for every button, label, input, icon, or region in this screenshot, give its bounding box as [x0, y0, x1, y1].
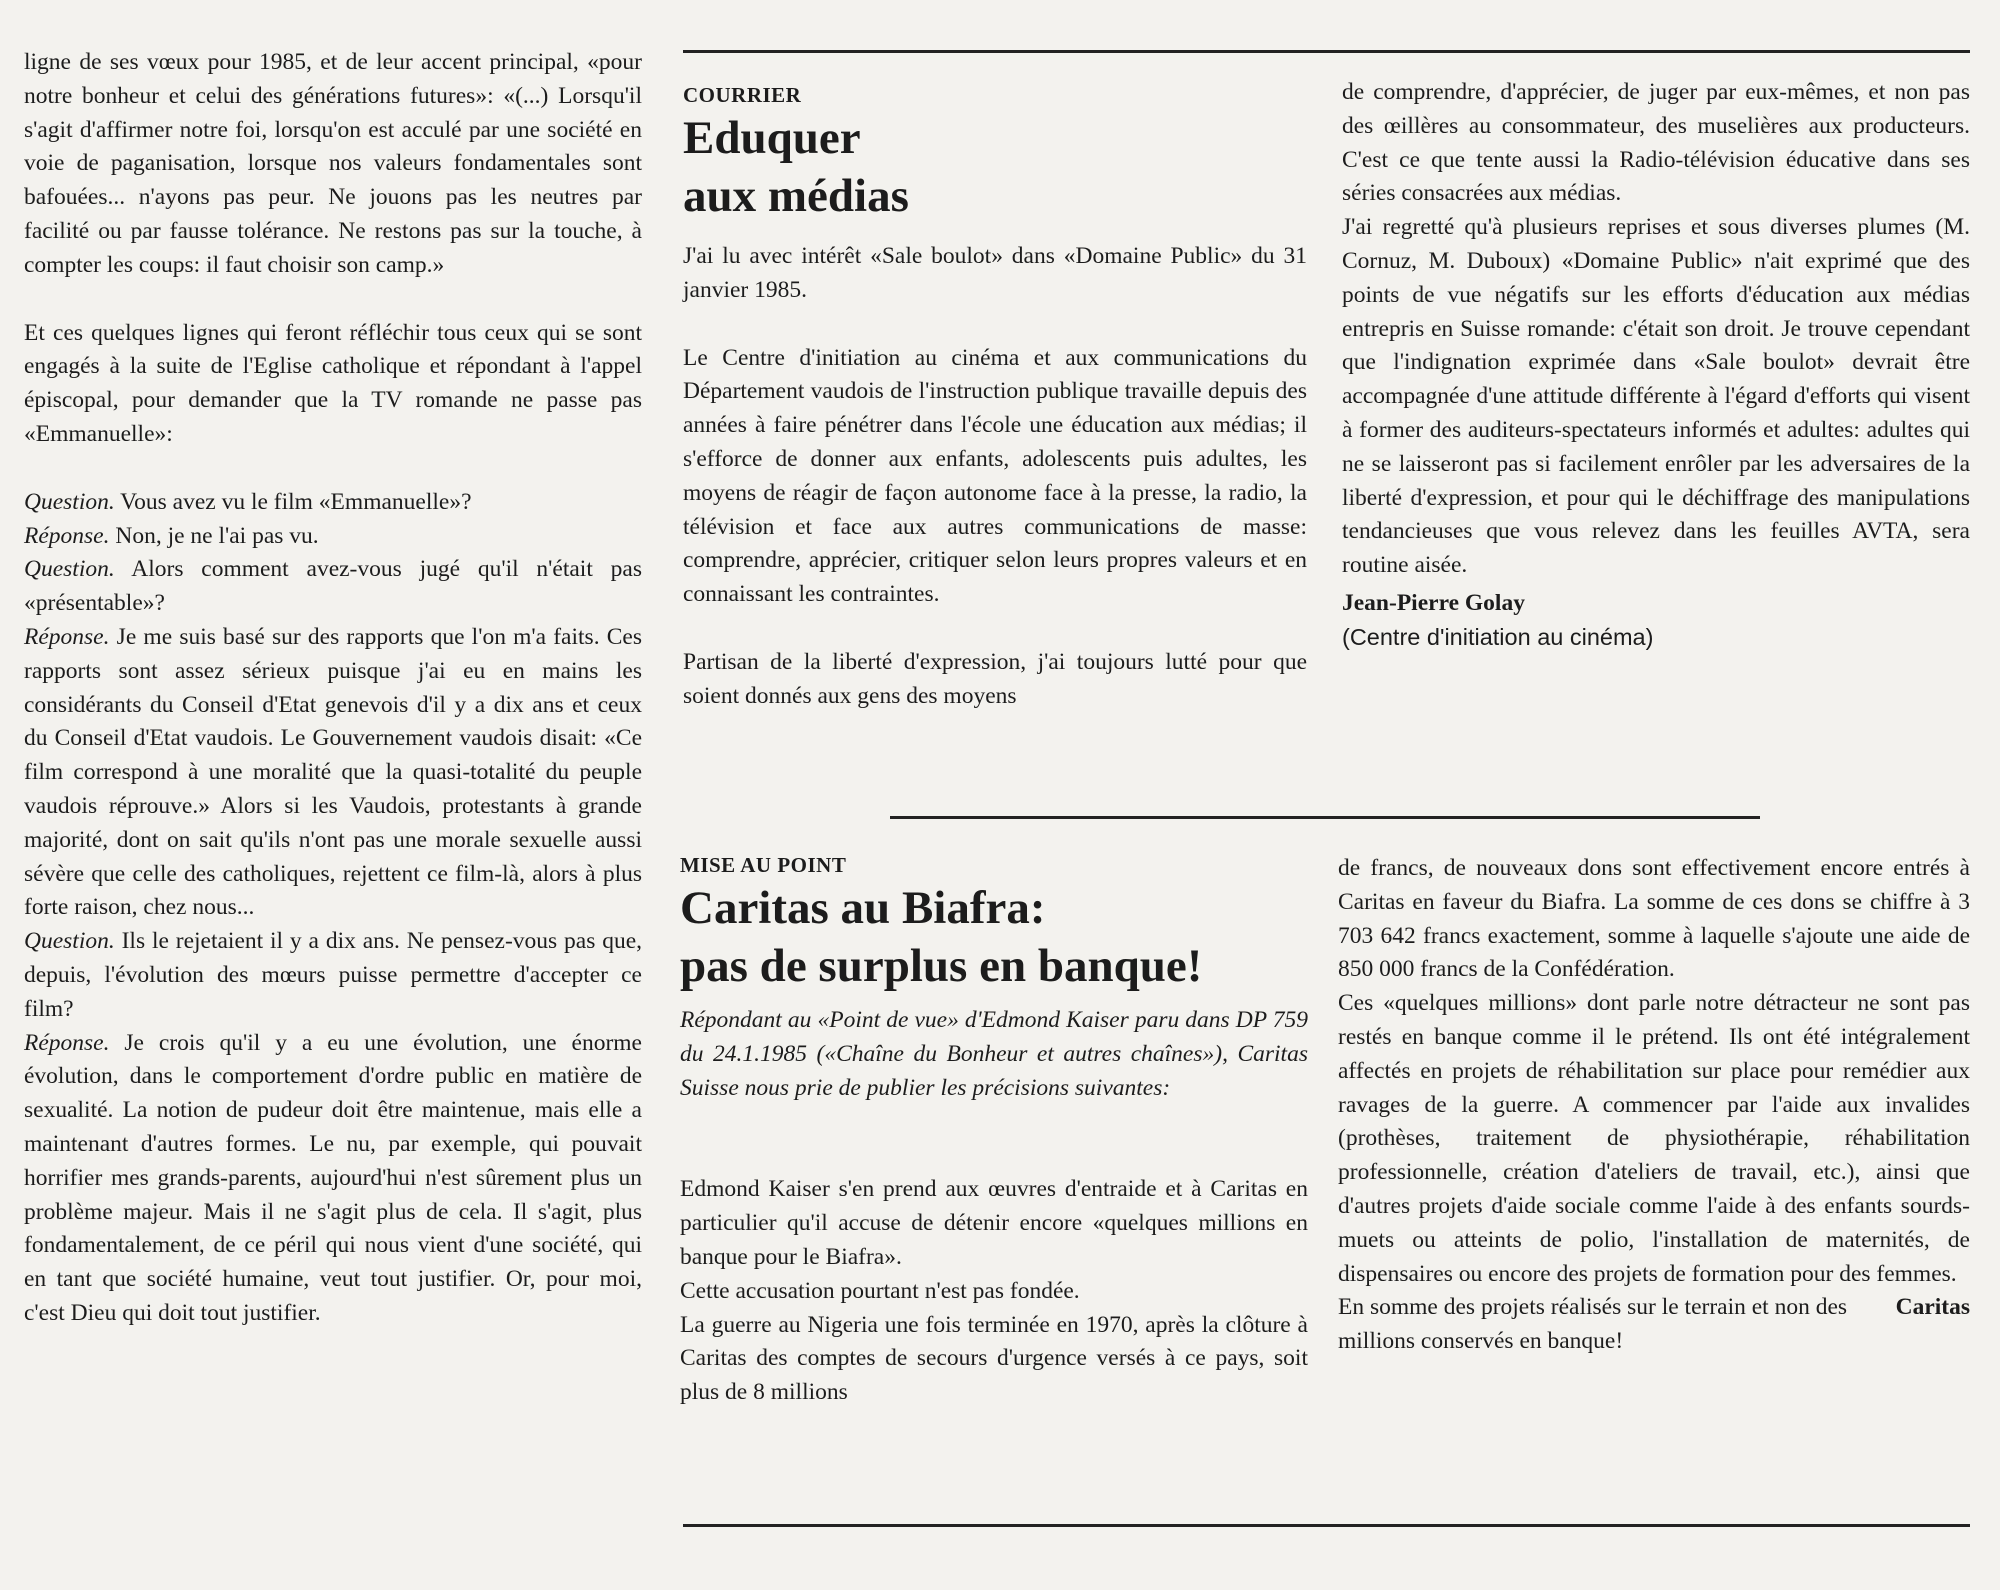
- mise-au-point-headline-line-2: pas de surplus en banque!: [680, 940, 1203, 992]
- top-rule: [683, 50, 1970, 53]
- courrier-kicker: COURRIER: [683, 83, 802, 107]
- qa-text: Non, je ne l'ai pas vu.: [109, 522, 319, 549]
- courrier-headline-line-1: Eduquer: [683, 112, 861, 164]
- qa-label: Question.: [24, 928, 115, 955]
- courrier-affiliation: (Centre d'initiation au cinéma): [1342, 623, 1654, 650]
- mise-au-point-column-2: [1338, 852, 1970, 1359]
- qa-item: [24, 553, 642, 621]
- courrier-paragraph-3: Partisan de la liberté d'expression, j'ai toujours lutté pour que soient donnés aux gens des moyens: [683, 648, 1307, 709]
- courrier-column-1: [683, 82, 1307, 714]
- mise-au-point-paragraph-3: La guerre au Nigeria une fois terminée en 1970, après la clôture à Caritas des comptes de secours d'urgence versés à ce pays, soit plus de 8 millions: [680, 1311, 1308, 1406]
- qa-item: [24, 520, 642, 554]
- qa-item: [24, 486, 642, 520]
- left-paragraph-2: Et ces quelques lignes qui feront réfléchir tous ceux qui se sont engagés à la suite de l'Eglise catholique et répondant à l'appel épiscopal, pour demander que la TV romande ne passe pas «Emmanuelle»:: [24, 319, 642, 447]
- left-column: [24, 46, 642, 1331]
- qa-label: Réponse.: [24, 522, 110, 549]
- courrier-paragraph-1: J'ai lu avec intérêt «Sale boulot» dans «Domaine Public» du 31 janvier 1985.: [683, 243, 1307, 303]
- qa-label: Réponse.: [24, 1029, 110, 1056]
- mise-au-point-signature: Caritas: [1895, 1294, 1970, 1321]
- mise-au-point-paragraph-4: de francs, de nouveaux dons sont effectivement encore entrés à Caritas en faveur du Biafra. La somme de ces dons se chiffre à 3 703 642 francs exactement, somme à laquelle s'ajoute une aide de 850 000 francs de la Confédération.: [1338, 855, 1970, 983]
- mise-au-point-headline-line-1: Caritas au Biafra:: [680, 882, 1046, 934]
- mise-au-point-paragraph-2: Cette accusation pourtant n'est pas fondée.: [680, 1277, 1080, 1304]
- qa-text: Alors comment avez-vous jugé qu'il n'était pas «présentable»?: [24, 556, 642, 617]
- mise-au-point-paragraph-1: Edmond Kaiser s'en prend aux œuvres d'entraide et à Caritas en particulier qu'il accuse de détenir encore «quelques millions en banque pour le Biafra».: [680, 1176, 1308, 1270]
- qa-item: [24, 1027, 642, 1331]
- mise-au-point-kicker: MISE AU POINT: [680, 853, 847, 877]
- middle-rule: [890, 816, 1760, 819]
- mise-au-point-paragraph-6: En somme des projets réalisés sur le terrain et non des millions conservés en banque!: [1338, 1294, 1848, 1355]
- qa-text: Je me suis basé sur des rapports que l'on m'a faits. Ces rapports sont assez sérieux puisque j'ai eu en mains les considérants du Conseil d'Etat genevois d'il y a dix ans et ceux du Conseil d'Etat vaudois. Le Gouvernement vaudois disait: «Ce film correspond à une moralité que la quasi-totalité du peuple vaudois réprouve.» Alors si les Vaudois, protestants à grande majorité, dont on sait qu'ils n'ont pas une morale sexuelle aussi sévère que celle des catholiques, rejettent ce film-là, alors à plus forte raison, chez nous...: [24, 623, 642, 921]
- left-paragraph-1: ligne de ses vœux pour 1985, et de leur accent principal, «pour notre bonheur et celui des générations futures»: «(...) Lorsqu'il s'agit d'affirmer notre foi, lorsqu'on est acculé par une société en voie de paganisation, lorsque nos valeurs fondamentales sont bafouées... n'ayons pas peur. Ne jouons pas les neutres par facilité ou par fausse tolérance. Ne restons pas sur la touche, à compter les coups: il faut choisir son camp.»: [24, 49, 642, 278]
- qa-text: Vous avez vu le film «Emmanuelle»?: [114, 488, 472, 515]
- courrier-headline-line-2: aux médias: [683, 170, 909, 222]
- qa-label: Réponse.: [24, 623, 110, 650]
- courrier-signature: Jean-Pierre Golay: [1342, 589, 1525, 616]
- qa-text: Ils le rejetaient il y a dix ans. Ne pensez-vous pas que, depuis, l'évolution des mœurs puisse permettre d'accepter ce film?: [24, 928, 642, 1022]
- courrier-paragraph-5: J'ai regretté qu'à plusieurs reprises et sous diverses plumes (M. Cornuz, M. Duboux) «Domaine Public» n'ait exprimé que des points de vue négatifs sur les efforts d'éducation aux médias entrepris en Suisse romande: c'était son droit. Je trouve cependant que l'indignation exprimée dans «Sale boulot» devrait être accompagnée d'une attitude différente à l'égard d'efforts qui visent à former des auditeurs-spectateurs informés et adultes: adultes qui ne se laisseront pas si facilement enrôler par les adversaires de la liberté d'expression, et pour qui le déchiffrage des manipulations tendancieuses que vous relevez dans les feuilles AVTA, sera routine aisée.: [1342, 214, 1970, 579]
- bottom-rule: [683, 1524, 1970, 1527]
- qa-item: [24, 621, 642, 925]
- courrier-paragraph-4: de comprendre, d'apprécier, de juger par eux-mêmes, et non pas des œillères au consommateur, des muselières aux producteurs. C'est ce que tente aussi la Radio-télévision éducative dans ses séries consacrées aux médias.: [1342, 79, 1970, 207]
- qa-text: Je crois qu'il y a eu une évolution, une énorme évolution, dans le comportement d'ordre public en matière de sexualité. La notion de pudeur doit être maintenue, mais elle a maintenant d'autres formes. Le nu, par exemple, qui pouvait horrifier mes grands-parents, aujourd'hui n'est sûrement plus un problème majeur. Mais il ne s'agit plus de cela. Il s'agit, plus fondamentalement, de ce péril qui nous vient d'une société, qui en tant que société humaine, veut tout justifier. Or, pour moi, c'est Dieu qui doit tout justifier.: [24, 1029, 642, 1326]
- qa-label: Question.: [24, 488, 115, 515]
- mise-au-point-paragraph-5: Ces «quelques millions» dont parle notre détracteur ne sont pas restés en banque comme il le prétend. Ils ont été intégralement affectés en projets de réhabilitation sur place pour remédier aux ravages de la guerre. A commencer par l'aide aux invalides (prothèses, traitement de physiothérapie, réhabilitation professionnelle, création d'ateliers de travail, etc.), ainsi que d'autres projets d'aide sociale comme l'aide à des enfants sourds-muets ou atteints de polio, l'installation de maternités, de dispensaires ou encore des projets de formation pour des femmes.: [1338, 990, 1970, 1287]
- qa-item: [24, 925, 642, 1026]
- courrier-paragraph-2: Le Centre d'initiation au cinéma et aux communications du Département vaudois de l'instruction publique travaille depuis des années à faire pénétrer dans l'école une éducation aux médias; il s'efforce de donner aux enfants, adolescents puis adultes, les moyens de réagir de façon autonome face à la presse, la radio, la télévision et face aux autres communications de masse: comprendre, apprécier, critiquer selon leurs propres valeurs et en connaissant les contraintes.: [683, 344, 1307, 608]
- mise-au-point-intro: Répondant au «Point de vue» d'Edmond Kaiser paru dans DP 759 du 24.1.1985 («Chaîne du Bonheur et autres chaînes»), Caritas Suisse nous prie de publier les précisions suivantes:: [680, 1007, 1308, 1101]
- qa-label: Question.: [24, 556, 115, 583]
- mise-au-point-closing: [1338, 1291, 1970, 1359]
- mise-au-point-column-1: [680, 852, 1308, 1410]
- courrier-column-2: [1342, 76, 1970, 655]
